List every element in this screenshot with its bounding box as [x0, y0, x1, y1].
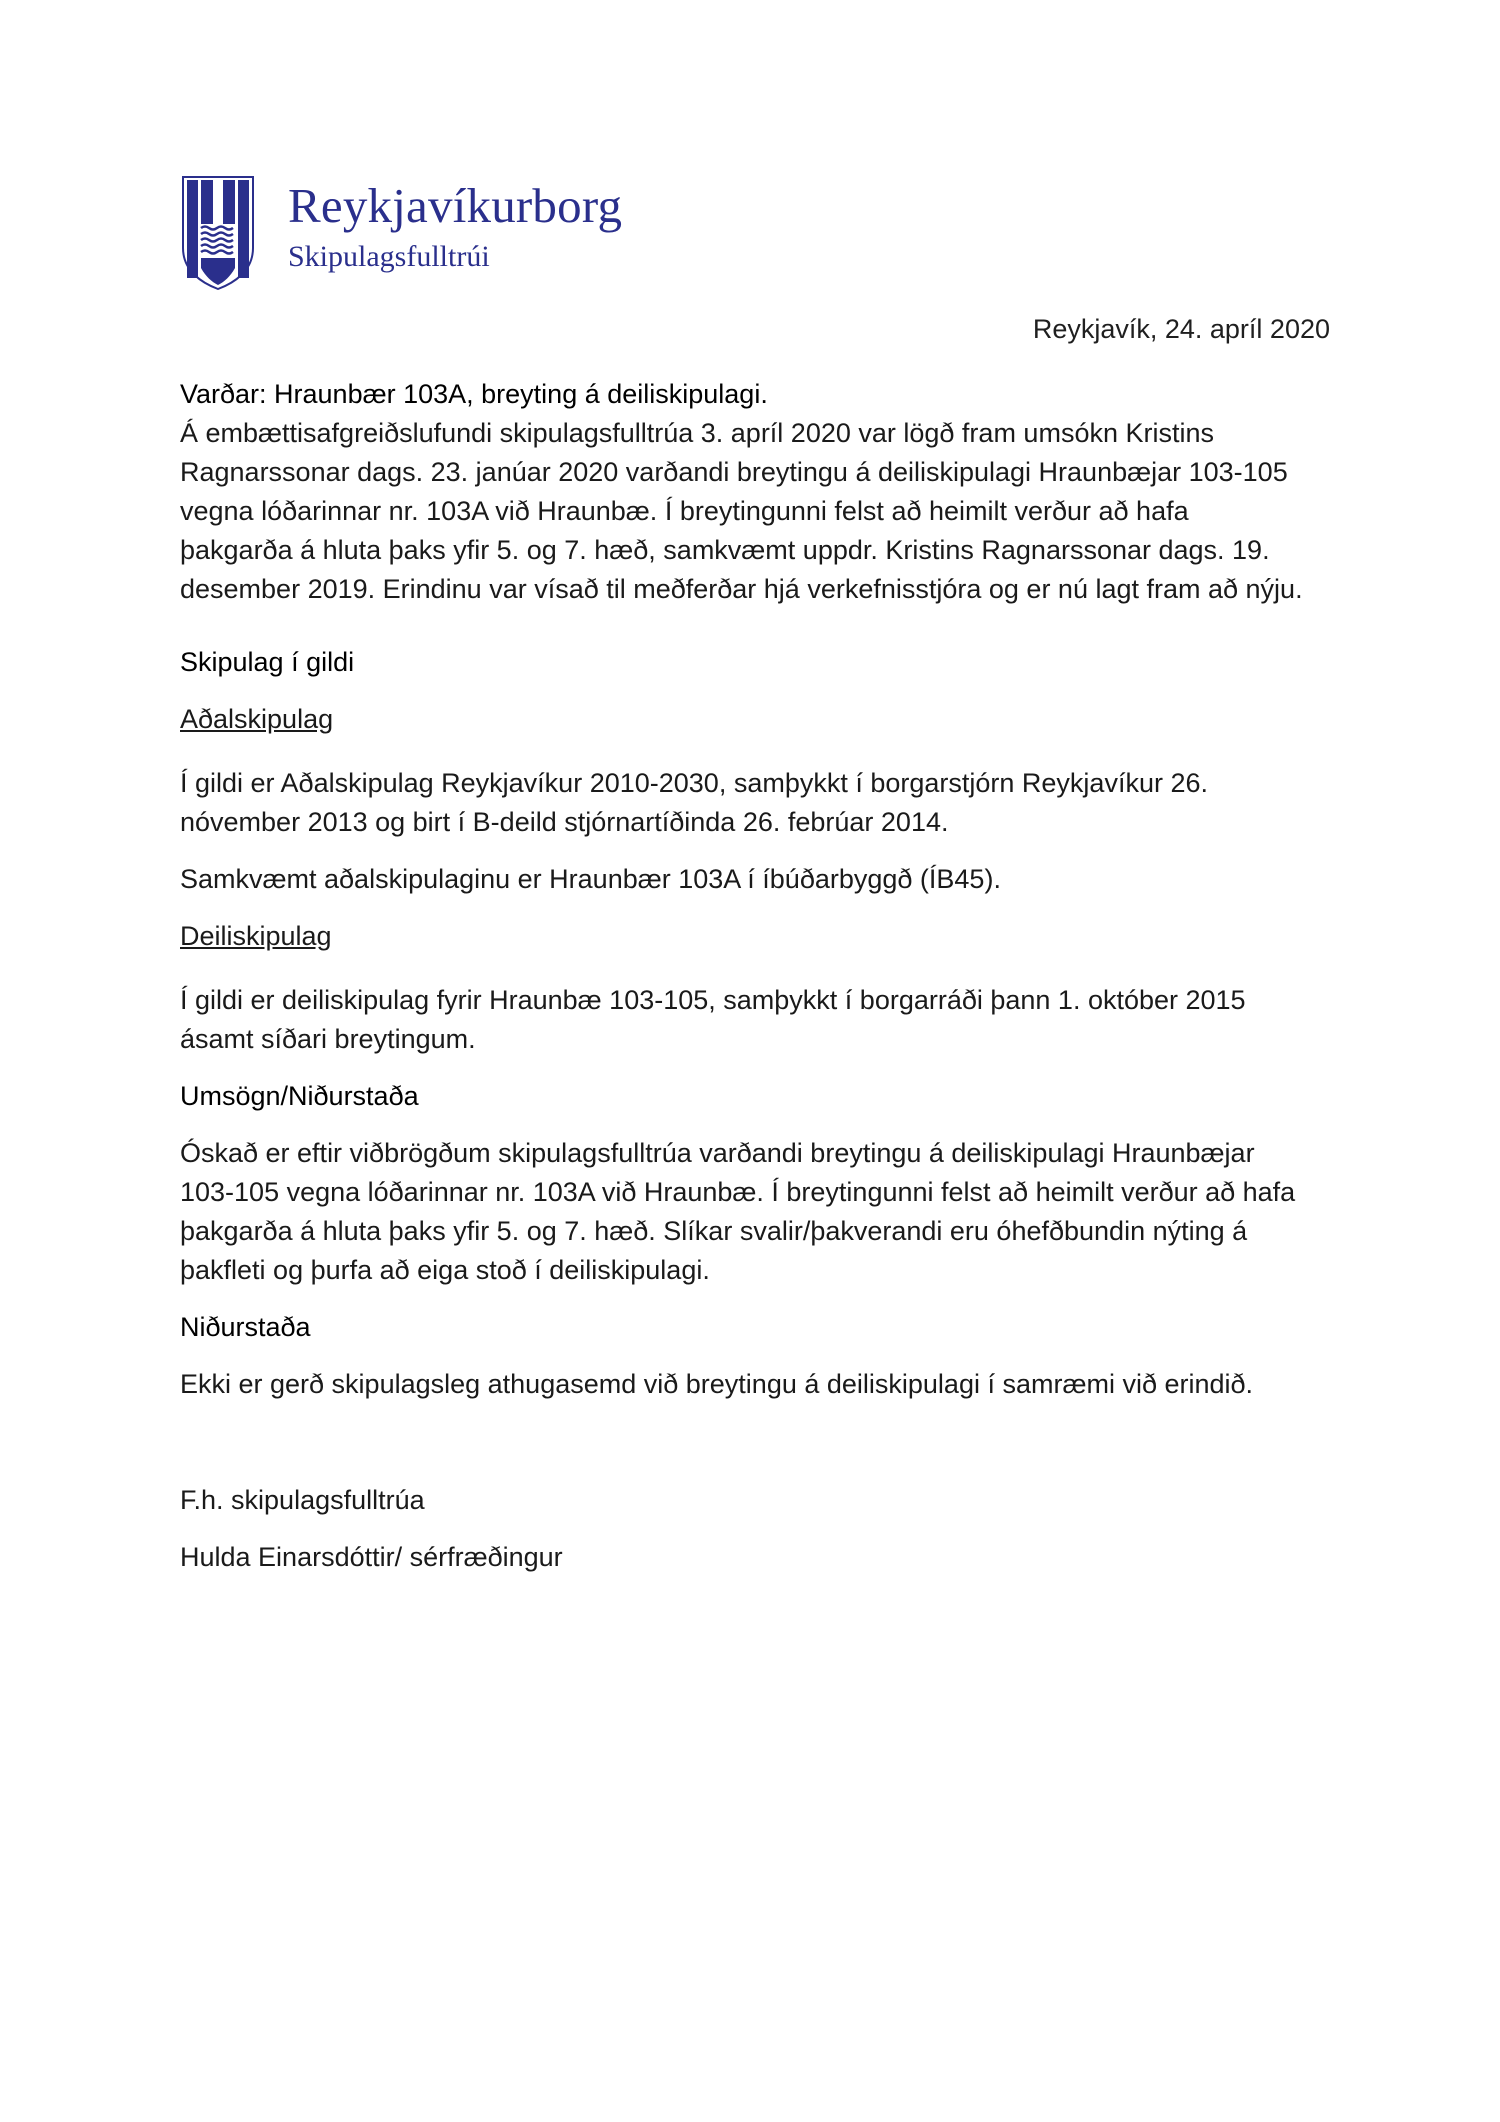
conclusion-paragraph: Ekki er gerð skipulagsleg athugasemd við breytingu á deiliskipulagi í samræmi við erindið. [180, 1369, 1254, 1399]
paragraph-line: 103-105 vegna lóðarinnar nr. 103A við Hraunbæ. Í breytingunni felst að heimilt verður að hafa [180, 1177, 1296, 1207]
signature-prefix: F.h. [180, 1485, 224, 1515]
organization-block [288, 178, 623, 273]
paragraph-line: þakfleti og þurfa að eiga stoð í deiliskipulagi. [180, 1255, 710, 1285]
organization-name: Reykjavíkurborg [288, 178, 623, 233]
intro-line: Ragnarssonar dags. 23. janúar 2020 varðandi breytingu á deiliskipulagi Hraunbæjar 103-105 [180, 457, 1288, 487]
adalskipulag-zone-paragraph: Samkvæmt aðalskipulaginu er Hraunbær 103A í íbúðarbyggð (ÍB45). [180, 864, 1001, 894]
letter-body [180, 375, 1340, 1577]
paragraph-line: þakgarða á hluta þaks yfir 5. og 7. hæð. Slíkar svalir/þakverandi eru óhefðbundin nýting á [180, 1216, 1248, 1246]
department-name: Skipulagsfulltrúi [288, 240, 490, 273]
paragraph-line: nóvember 2013 og birt í B-deild stjórnartíðinda 26. febrúar 2014. [180, 807, 949, 837]
paragraph-line: Óskað er eftir viðbrögðum skipulagsfulltrúa varðandi breytingu á deiliskipulagi Hraunbæjar [180, 1138, 1255, 1168]
deiliskipulag-paragraph [180, 981, 1340, 1059]
section-heading-application: Umsögn/Niðurstaða [180, 1081, 419, 1111]
adalskipulag-paragraph [180, 764, 1340, 842]
letterhead [182, 176, 622, 290]
subheading-adalskipulag: Aðalskipulag [180, 704, 334, 734]
paragraph-line: Í gildi er deiliskipulag fyrir Hraunbæ 103-105, samþykkt í borgarráði þann 1. október 2015 [180, 985, 1246, 1015]
application-paragraph [180, 1134, 1340, 1290]
intro-line: þakgarða á hluta þaks yfir 5. og 7. hæð, samkvæmt uppdr. Kristins Ragnarssonar dags. 19. [180, 535, 1270, 565]
intro-line: Á embættisafgreiðslufundi skipulagsfulltrúa 3. apríl 2020 var lögð fram umsókn Kristins [180, 418, 1214, 448]
subject-line: Varðar: Hraunbær 103A, breyting á deiliskipulagi. [180, 379, 768, 409]
signer-name: Hulda Einarsdóttir/ sérfræðingur [180, 1542, 563, 1572]
subheading-deiliskipulag: Deiliskipulag [180, 921, 332, 951]
intro-line: vegna lóðarinnar nr. 103A við Hraunbæ. Í breytingunni felst að heimilt verður að hafa [180, 496, 1189, 526]
intro-paragraph [180, 414, 1340, 609]
date-line: Reykjavík, 24. apríl 2020 [1032, 314, 1330, 344]
city-crest-icon [182, 176, 254, 290]
section-heading-plan: Skipulag í gildi [180, 647, 355, 677]
paragraph-line: Í gildi er Aðalskipulag Reykjavíkur 2010-2030, samþykkt í borgarstjórn Reykjavíkur 26. [180, 768, 1208, 798]
intro-line: desember 2019. Erindinu var vísað til meðferðar hjá verkefnisstjóra og er nú lagt fram að nýju. [180, 574, 1303, 604]
signature-role-line [180, 1481, 1340, 1520]
section-heading-conclusion: Niðurstaða [180, 1312, 311, 1342]
paragraph-line: ásamt síðari breytingum. [180, 1024, 476, 1054]
signature-role: skipulagsfulltrúa [231, 1485, 425, 1515]
